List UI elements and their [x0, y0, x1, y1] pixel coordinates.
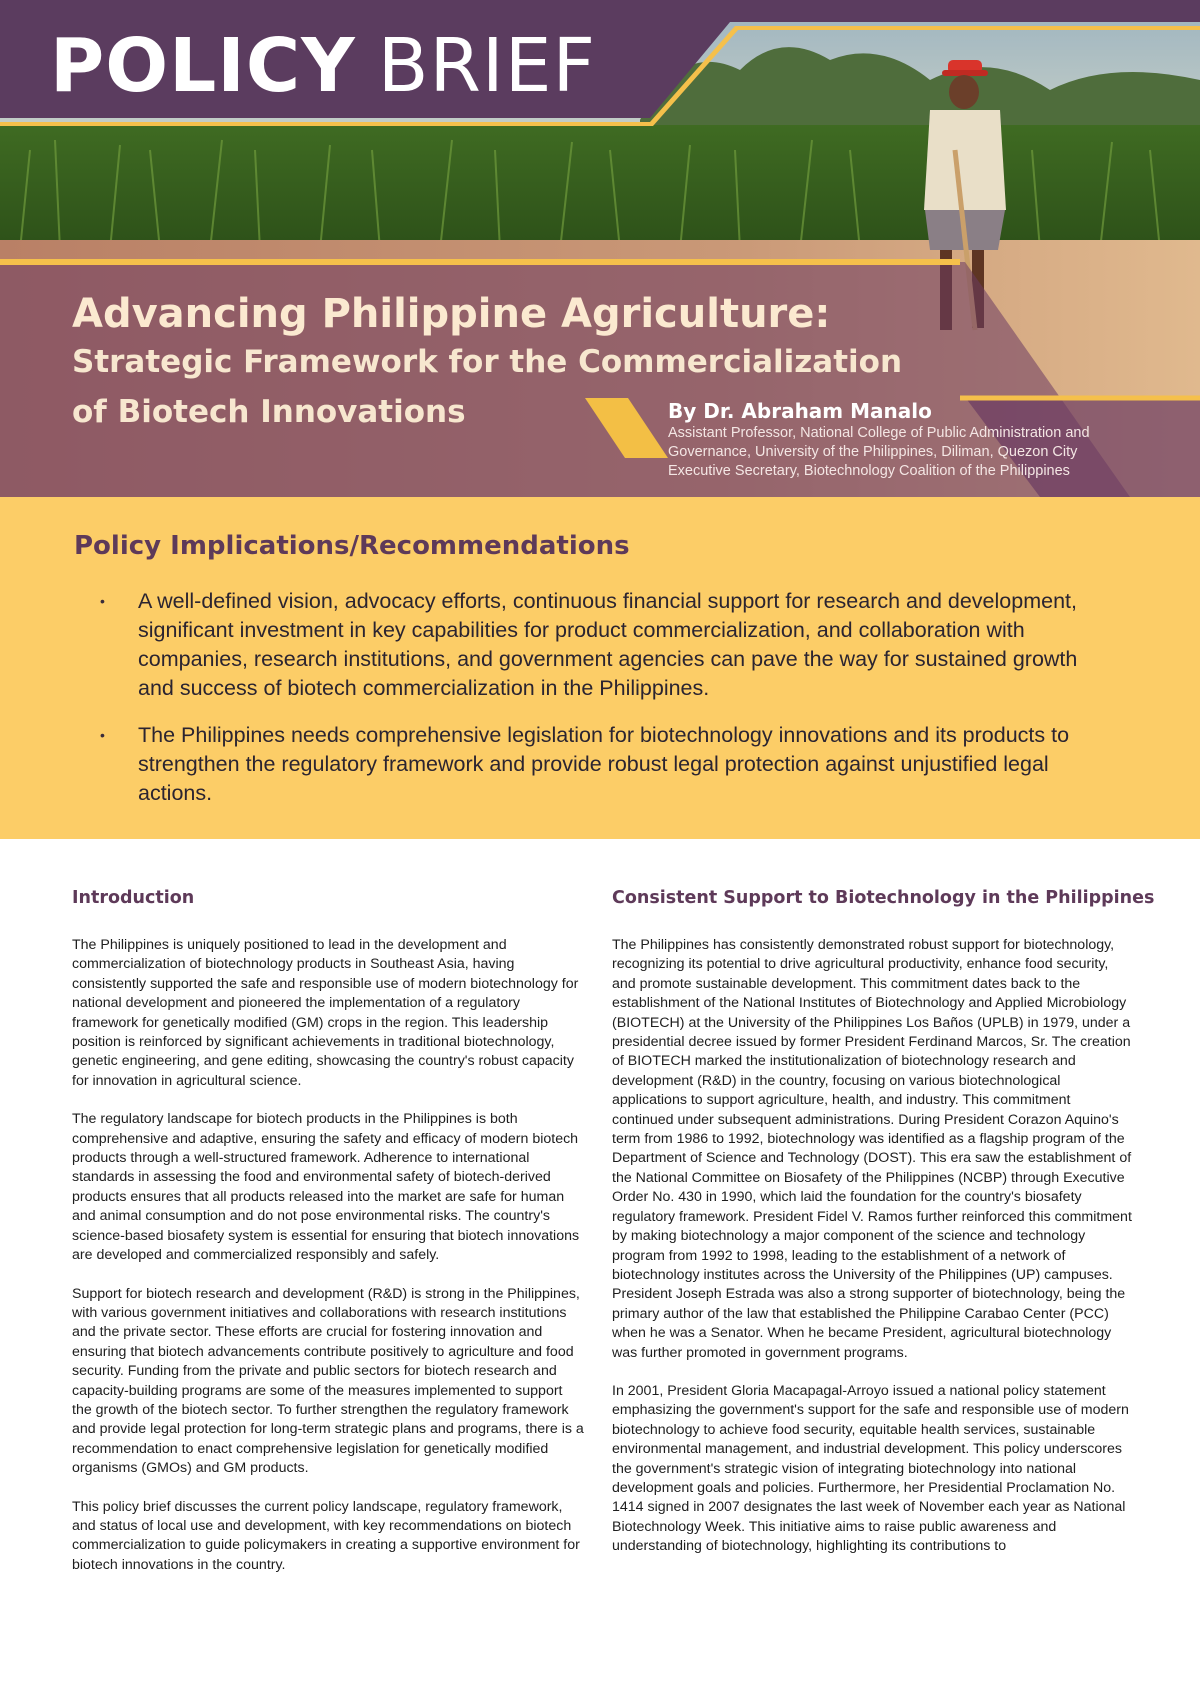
introduction-heading: Introduction	[72, 888, 195, 908]
consistent-support-heading: Consistent Support to Biotechnology in the Philippines	[612, 888, 1155, 908]
consistent-support-paragraph: The Philippines has consistently demonstrated robust support for biotechnology, recognizing its potential to drive agricultural productivity, enhance food security, and promote sustainable development. This commitment dates back to the establishment of the National Institutes of Biotechnology and Applied Microbiology (BIOTECH) at the University of the Philippines Los Baños (UPLB) in 1979, under a presidential decree issued by former President Ferdinand Marcos, Sr. The creation of BIOTECH marked the institutionalization of biotechnology research and development (R&D) in the country, focusing on various biotechnological applications to support agriculture, health, and industry. This commitment continued under subsequent administrations. During President Corazon Aquino's term from 1986 to 1992, biotechnology was identified as a flagship program of the Department of Science and Technology (DOST). This era saw the establishment of the National Committee on Biosafety of the Philippines (NCBP) through Executive Order No. 430 in 1990, which laid the foundation for the country's biosafety regulatory framework. President Fidel V. Ramos further reinforced this commitment by making biotechnology a major component of the science and technology program from 1992 to 1998, leading to the establishment of a network of biotechnology institutes across the University of the Philippines (UP) campuses. President Joseph Estrada was also a strong supporter of biotechnology, being the primary author of the law that established the Philippine Carabao Center (PCC) when he was a Senator. When he became President, agricultural biotechnology was further promoted in government programs.	[612, 937, 1132, 1361]
title-line-1: Advancing Philippine Agriculture:	[72, 291, 831, 337]
introduction-paragraph: This policy brief discusses the current policy landscape, regulatory framework, and status of local use and development, with key recommendations on biotech commercialization to guide policymakers in creating a supportive environment for biotech innovations in the country.	[72, 1498, 580, 1573]
author-affiliation-1: Assistant Professor, National College of Public Administration and	[668, 425, 1090, 441]
recommendations-heading: Policy Implications/Recommendations	[74, 531, 630, 561]
consistent-support-section	[612, 888, 1155, 1576]
recommendation-text: A well-defined vision, advocacy efforts, continuous financial support for research and development, significant investment in key capabilities for product commercialization, and collaboration with companies, research institutions, and government agencies can pave the way for sustained growth and success of biotech commercialization in the Philippines.	[138, 589, 1078, 700]
hero-banner	[0, 0, 1200, 497]
author-block	[668, 398, 1138, 481]
author-affiliation-2: Governance, University of the Philippines, Diliman, Quezon City	[668, 444, 1078, 460]
introduction-paragraph: Support for biotech research and development (R&D) is strong in the Philippines, with various government initiatives and collaborations with research institutions and the private sector. These efforts are crucial for fostering innovation and ensuring that biotech advancements contribute positively to agriculture and food security. Funding from the private and public sectors for biotech research and capacity-building programs are some of the measures implemented to support the growth of the biotech sector. To further strengthen the regulatory framework and provide legal protection for long-term strategic plans and programs, there is a recommendation to enact comprehensive legislation for genetically modified organisms (GMOs) and GM products.	[72, 1285, 584, 1477]
title-line-3: of Biotech Innovations	[72, 394, 466, 430]
introduction-paragraph: The Philippines is uniquely positioned to lead in the development and commercialization of biotechnology products in Southeast Asia, having consistently supported the safe and responsible use of modern biotechnology for national development and pioneered the implementation of a regulatory framework for genetically modified (GM) crops in the region. This leadership position is reinforced by significant achievements in traditional biotechnology, genetic engineering, and gene editing, showcasing the country's robust capacity for innovation in agricultural science.	[72, 937, 579, 1089]
consistent-support-paragraph: In 2001, President Gloria Macapagal-Arroyo issued a national policy statement emphasizing the government's support for the safe and responsible use of modern biotechnology to achieve food security, equitable health services, sustainable environmental management, and industrial development. This policy underscores the government's strategic vision of integrating biotechnology into national development goals and policies. Furthermore, her Presidential Proclamation No. 1414 signed in 2007 designates the last week of November each year as National Biotechnology Week. This initiative aims to raise public awareness and understanding of biotechnology, highlighting its contributions to	[612, 1382, 1129, 1555]
brand-title	[50, 22, 596, 110]
brand-bold: POLICY	[50, 23, 356, 109]
author-affiliation-3: Executive Secretary, Biotechnology Coalition of the Philippines	[668, 463, 1070, 479]
bullet-icon: •	[100, 727, 105, 743]
introduction-paragraph: The regulatory landscape for biotech products in the Philippines is both comprehensive and adaptive, ensuring the safety and efficacy of modern biotech products through a well-structured framework. Adherence to international standards in assessing the food and environmental safety of biotech-derived products ensures that all products released into the market are safe for human and animal consumption and do not pose environmental risks. The country's science-based biosafety system is essential for ensuring that biotech innovations are developed and commercialized responsibly and safely.	[72, 1111, 580, 1264]
introduction-section	[72, 888, 584, 1594]
recommendation-item	[96, 587, 1116, 703]
bullet-icon: •	[100, 593, 105, 609]
brand-light: BRIEF	[377, 23, 597, 109]
recommendations-list	[96, 587, 1116, 826]
recommendations-panel	[0, 497, 1200, 839]
title-line-2: Strategic Framework for the Commercialization	[72, 344, 903, 380]
recommendation-item	[96, 721, 1116, 808]
recommendation-text: The Philippines needs comprehensive legislation for biotechnology innovations and its products to strengthen the regulatory framework and provide robust legal protection against unjustified legal actions.	[138, 723, 1070, 805]
author-name: By Dr. Abraham Manalo	[668, 399, 932, 423]
